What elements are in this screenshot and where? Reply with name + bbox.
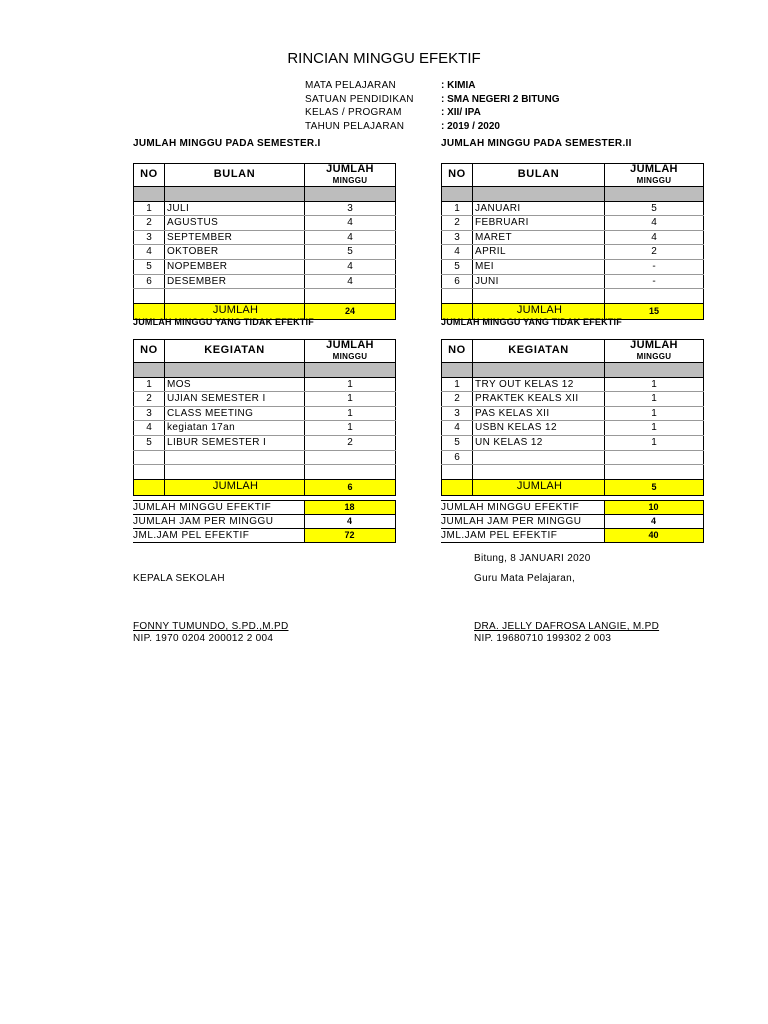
- row-no: 1: [442, 201, 473, 216]
- row-activity: MOS: [165, 377, 305, 392]
- header-minggu-label: MINGGU: [332, 176, 368, 185]
- row-activity: [473, 450, 605, 465]
- table-row: [134, 274, 396, 289]
- row-month: JULI: [165, 201, 305, 216]
- header-jumlah-label: JUMLAH: [630, 339, 678, 351]
- row-weeks: [305, 450, 396, 465]
- total-row: [134, 479, 396, 495]
- row-weeks: 1: [305, 421, 396, 436]
- semester-1-activities-table: [133, 339, 396, 496]
- total-label: JUMLAH: [165, 479, 305, 495]
- header-jumlah: [305, 340, 396, 363]
- header-separator: [134, 363, 396, 378]
- semester-1-months-table: [133, 163, 396, 320]
- header-separator: [134, 187, 396, 202]
- meta-key: KELAS / PROGRAM: [305, 107, 402, 118]
- summary-label: JML.JAM PEL EFEKTIF: [133, 529, 304, 543]
- row-month: OKTOBER: [165, 245, 305, 260]
- summary-value: 18: [304, 501, 395, 515]
- row-activity: UJIAN SEMESTER I: [165, 392, 305, 407]
- table-row: [442, 406, 704, 421]
- header-jumlah: [605, 164, 704, 187]
- row-activity: kegiatan 17an: [165, 421, 305, 436]
- table-row: [442, 245, 704, 260]
- row-month: SEPTEMBER: [165, 230, 305, 245]
- summary-row: [133, 529, 395, 543]
- row-month: NOPEMBER: [165, 259, 305, 274]
- row-no: 6: [442, 274, 473, 289]
- table-row: [134, 392, 396, 407]
- row-month: MEI: [473, 259, 605, 274]
- summary-row: [441, 515, 703, 529]
- row-no: 3: [134, 406, 165, 421]
- row-weeks: 4: [605, 216, 704, 231]
- semester-1-summary-table: [133, 500, 396, 543]
- summary-row: [133, 515, 395, 529]
- row-activity: PRAKTEK KEALS XII: [473, 392, 605, 407]
- header-minggu-label: MINGGU: [636, 176, 672, 185]
- row-activity: CLASS MEETING: [165, 406, 305, 421]
- row-weeks: 4: [305, 216, 396, 231]
- teacher-name: DRA. JELLY DAFROSA LANGIE, M.PD: [474, 621, 660, 632]
- row-weeks: 3: [305, 201, 396, 216]
- row-weeks: 5: [305, 245, 396, 260]
- total-value: 5: [605, 479, 704, 495]
- row-weeks: 1: [605, 377, 704, 392]
- table-row: [442, 259, 704, 274]
- table-header: [442, 340, 704, 363]
- table-row: [442, 230, 704, 245]
- row-no: 3: [442, 406, 473, 421]
- table-header: [134, 164, 396, 187]
- summary-row: [441, 501, 703, 515]
- summary-row: [441, 529, 703, 543]
- total-label: JUMLAH: [473, 303, 605, 319]
- summary-label: JUMLAH JAM PER MINGGU: [133, 515, 304, 529]
- table-row: [134, 377, 396, 392]
- empty-row: [134, 289, 396, 304]
- row-no: 1: [134, 201, 165, 216]
- row-no: 5: [442, 435, 473, 450]
- row-weeks: -: [605, 274, 704, 289]
- table-row: [134, 216, 396, 231]
- row-weeks: 1: [305, 406, 396, 421]
- table-row: [134, 450, 396, 465]
- summary-value: 72: [304, 529, 395, 543]
- semester-1-noneffective-heading: JUMLAH MINGGU YANG TIDAK EFEKTIF: [133, 317, 314, 327]
- row-no: 5: [134, 435, 165, 450]
- summary-label: JUMLAH JAM PER MINGGU: [441, 515, 604, 529]
- table-header: [442, 164, 704, 187]
- row-no: 4: [134, 421, 165, 436]
- summary-label: JUMLAH MINGGU EFEKTIF: [441, 501, 604, 515]
- semester-2-activities-table: [441, 339, 704, 496]
- table-row: [134, 259, 396, 274]
- header-separator: [442, 187, 704, 202]
- table-row: [134, 245, 396, 260]
- row-month: JANUARI: [473, 201, 605, 216]
- row-activity: [165, 450, 305, 465]
- teacher-nip: NIP. 19680710 199302 2 003: [474, 633, 612, 644]
- summary-value: 4: [304, 515, 395, 529]
- table-row: [134, 421, 396, 436]
- header-no: NO: [442, 164, 473, 187]
- empty-row: [134, 465, 396, 480]
- row-activity: LIBUR SEMESTER I: [165, 435, 305, 450]
- summary-value: 10: [604, 501, 703, 515]
- table-row: [442, 201, 704, 216]
- meta-value: : KIMIA: [441, 80, 476, 91]
- header-jumlah: [605, 340, 704, 363]
- place-date: Bitung, 8 JANUARI 2020: [474, 553, 591, 564]
- row-weeks: -: [605, 259, 704, 274]
- summary-label: JUMLAH MINGGU EFEKTIF: [133, 501, 304, 515]
- table-row: [134, 201, 396, 216]
- summary-label: JML.JAM PEL EFEKTIF: [441, 529, 604, 543]
- semester-2-months-table: [441, 163, 704, 320]
- empty-row: [442, 289, 704, 304]
- meta-key: MATA PELAJARAN: [305, 80, 397, 91]
- row-no: 6: [134, 274, 165, 289]
- meta-key: SATUAN PENDIDIKAN: [305, 93, 414, 105]
- table-row: [442, 216, 704, 231]
- header-jumlah-label: JUMLAH: [630, 163, 678, 175]
- principal-nip: NIP. 1970 0204 200012 2 004: [133, 633, 274, 644]
- row-no: 2: [442, 392, 473, 407]
- meta-value: : SMA NEGERI 2 BITUNG: [441, 93, 560, 105]
- row-month: FEBRUARI: [473, 216, 605, 231]
- row-activity: TRY OUT KELAS 12: [473, 377, 605, 392]
- total-value: 6: [305, 479, 396, 495]
- table-row: [442, 392, 704, 407]
- row-weeks: 4: [305, 274, 396, 289]
- row-no: 4: [442, 421, 473, 436]
- principal-role: KEPALA SEKOLAH: [133, 573, 225, 584]
- row-weeks: 1: [305, 377, 396, 392]
- header-separator: [442, 363, 704, 378]
- header-jumlah: [305, 164, 396, 187]
- row-no: 5: [134, 259, 165, 274]
- header-kegiatan: KEGIATAN: [473, 340, 605, 363]
- total-row: [442, 479, 704, 495]
- table-row: [442, 377, 704, 392]
- row-weeks: 5: [605, 201, 704, 216]
- header-no: NO: [134, 340, 165, 363]
- semester-2-heading: JUMLAH MINGGU PADA SEMESTER.II: [441, 138, 632, 149]
- row-no: 5: [442, 259, 473, 274]
- table-row: [442, 450, 704, 465]
- table-header: [134, 340, 396, 363]
- row-month: APRIL: [473, 245, 605, 260]
- row-weeks: 2: [305, 435, 396, 450]
- row-activity: USBN KELAS 12: [473, 421, 605, 436]
- table-row: [442, 421, 704, 436]
- row-no: 1: [134, 377, 165, 392]
- empty-row: [442, 465, 704, 480]
- total-value: 15: [605, 303, 704, 319]
- total-label: JUMLAH: [165, 303, 305, 319]
- summary-value: 4: [604, 515, 703, 529]
- header-minggu-label: MINGGU: [332, 352, 368, 361]
- teacher-role: Guru Mata Pelajaran,: [474, 573, 576, 584]
- meta-key: TAHUN PELAJARAN: [305, 120, 405, 132]
- meta-value: : 2019 / 2020: [441, 120, 500, 132]
- row-weeks: 1: [305, 392, 396, 407]
- row-month: MARET: [473, 230, 605, 245]
- row-weeks: 4: [305, 230, 396, 245]
- summary-value: 40: [604, 529, 703, 543]
- table-row: [442, 435, 704, 450]
- semester-2-summary-table: [441, 500, 704, 543]
- row-weeks: 1: [605, 435, 704, 450]
- row-no: 1: [442, 377, 473, 392]
- meta-value: : XII/ IPA: [441, 107, 481, 118]
- row-no: 2: [134, 392, 165, 407]
- header-minggu-label: MINGGU: [636, 352, 672, 361]
- header-bulan: BULAN: [473, 164, 605, 187]
- row-activity: PAS KELAS XII: [473, 406, 605, 421]
- row-weeks: [605, 450, 704, 465]
- row-no: 4: [442, 245, 473, 260]
- table-row: [442, 274, 704, 289]
- page-title: RINCIAN MINGGU EFEKTIF: [287, 50, 481, 67]
- row-weeks: 2: [605, 245, 704, 260]
- row-no: 2: [134, 216, 165, 231]
- row-no: 4: [134, 245, 165, 260]
- row-weeks: 4: [305, 259, 396, 274]
- row-month: JUNI: [473, 274, 605, 289]
- summary-row: [133, 501, 395, 515]
- row-no: [134, 450, 165, 465]
- header-kegiatan: KEGIATAN: [165, 340, 305, 363]
- semester-2-noneffective-heading: JUMLAH MINGGU YANG TIDAK EFEKTIF: [441, 317, 622, 327]
- header-jumlah-label: JUMLAH: [326, 163, 374, 175]
- row-no: 3: [134, 230, 165, 245]
- row-weeks: 1: [605, 421, 704, 436]
- header-bulan: BULAN: [165, 164, 305, 187]
- row-month: AGUSTUS: [165, 216, 305, 231]
- header-no: NO: [134, 164, 165, 187]
- table-row: [134, 230, 396, 245]
- row-weeks: 1: [605, 406, 704, 421]
- header-jumlah-label: JUMLAH: [326, 339, 374, 351]
- row-no: 6: [442, 450, 473, 465]
- row-activity: UN KELAS 12: [473, 435, 605, 450]
- semester-1-heading: JUMLAH MINGGU PADA SEMESTER.I: [133, 138, 321, 149]
- total-label: JUMLAH: [473, 479, 605, 495]
- row-weeks: 1: [605, 392, 704, 407]
- row-month: DESEMBER: [165, 274, 305, 289]
- table-row: [134, 435, 396, 450]
- row-weeks: 4: [605, 230, 704, 245]
- total-value: 24: [305, 303, 396, 319]
- row-no: 2: [442, 216, 473, 231]
- table-row: [134, 406, 396, 421]
- header-no: NO: [442, 340, 473, 363]
- row-no: 3: [442, 230, 473, 245]
- principal-name: FONNY TUMUNDO, S.PD.,M.PD: [133, 621, 289, 632]
